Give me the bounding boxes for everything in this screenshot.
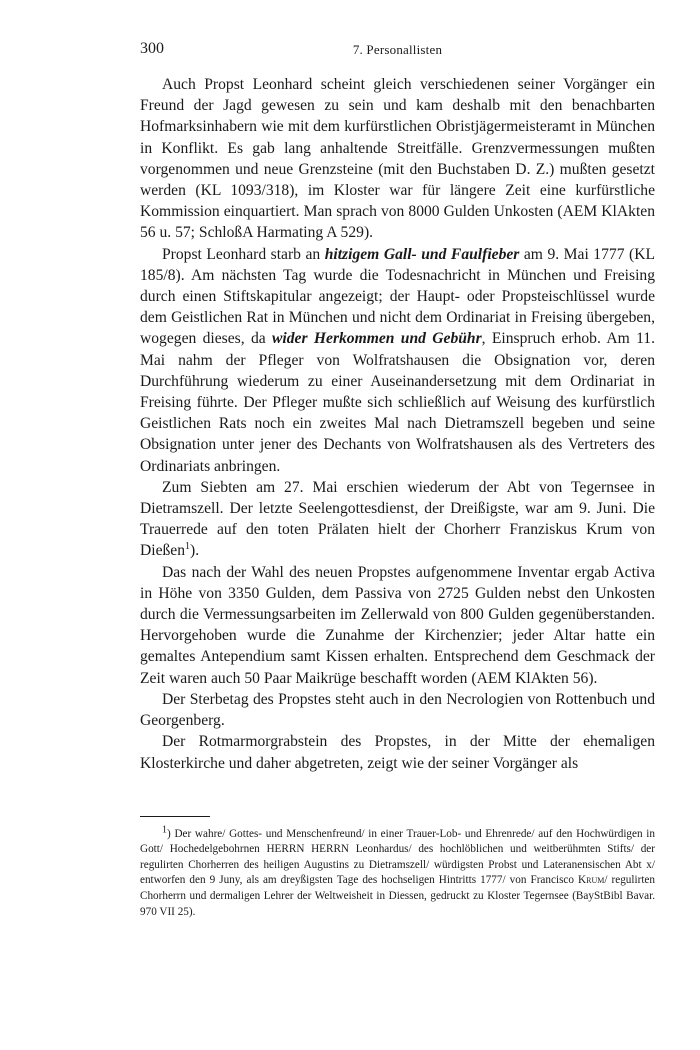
footnote-1 [140,823,655,921]
paragraph-2-part-a: Propst Leonhard starb an [162,245,325,263]
paragraph-2-part-e: , Einspruch erhob. Am 11. Mai nahm der Pfleger von Wolfratshausen die Obsignation vor, deren Durchführung wiederum zu einer Auseinandersetzung mit dem Ordinariat in Freising führte. Der Pfleger mußte sich schließlich auf Weisung des kurfürstlich Geistlichen Rats noch ein zweites Mal nach Dietramszell begeben und seine Obsignation unter jener des Dechants von Wolfratshausen als des Vertreters des Ordinariats anbringen. [140,330,655,475]
paragraph-6: Der Rotmarmorgrabstein des Propstes, in der Mitte der ehemaligen Klosterkirche und daher abgetreten, zeigt wie der seiner Vorgänger als [140,733,655,772]
paragraph-5: Der Sterbetag des Propstes steht auch in den Necrologien von Rottenbuch und Georgenberg. [140,690,655,730]
footnote-divider [140,816,210,817]
footnote-author-name: Krum [578,874,605,887]
footnote-reference: 1 [185,541,191,553]
paragraph-4: Das nach der Wahl des neuen Propstes aufgenommene Inventar ergab Activa in Höhe von 3350 Gulden, dem Passiva von 2725 Gulden nebst den Unkosten durch die Vermessungsarbeiten im Zellerwald von 800 Gulden gegenüberstanden. Hervorgehoben wurde die Zunahme der Kirchenzier; jeder Altar hatte ein gemaltes Antependium samt Kissen erhalten. Entsprechend dem Geschmack der Zeit waren auch 50 Paar Maikrüge beschafft worden (AEM KlAkten 56). [140,563,655,687]
paragraph-3-text: Zum Siebten am 27. Mai erschien wiederum der Abt von Tegernsee in Dietramszell. Der letzte Seelengottesdienst, der Dreißigste, war am 9. Juni. Die Trauerrede auf den toten Prälaten hielt der Chorherr Franziskus Krum von Dießen [140,478,655,560]
chapter-title: 7. Personallisten [352,42,443,57]
footnote-marker: 1 [162,823,167,835]
page-number: 300 [140,40,164,57]
paragraph-3-close: ). [190,542,200,560]
paragraph-1: Auch Propst Leonhard scheint gleich verschiedenen seiner Vorgänger ein Freund der Jagd gewesen zu sein und kam deshalb mit den benachbarten Hofmarksinhabern wie mit dem kurfürstlichen Obristjägermeisteramt in München in Konflikt. Es gab lang anhaltende Streitfälle. Grenzvermessungen mußten vorgenommen und neue Grenzsteine (mit den Buchstaben D. Z.) mußten gesetzt werden (KL 1093/318), im Kloster war für längere Zeit eine kurfürstliche Kommission einquartiert. Man sprach von 8000 Gulden Unkosten (AEM KlAkten 56 u. 57; SchloßA Harmating A 529). [140,76,655,242]
footnotes [140,823,655,921]
running-header [140,40,655,64]
emphasis-custom: wider Herkommen und Gebühr [272,330,482,348]
paragraph-3 [140,477,655,562]
emphasis-fever: hitzigem Gall- und Faulfieber [324,245,520,263]
body-text [140,74,655,774]
footnote-1-part-c: / regulirten Chorherrn und dermaligen Lehrer der Weltweisheit in Diessen, gedruckt zu Kloster Tegernsee (BayStBibl Bavar. 970 VII 25). [140,874,655,918]
footnote-1-part-a: ) Der wahre/ Gottes- und Menschenfreund/ in einer Trauer-Lob- und Ehrenrede/ auf den Hochwürdigen in Gott/ Hochedelgebohrnen HERRN HERRN Leonhardus/ des hochlöblichen und weitberühmten Stifts/ der regulirten Chorherren des heiligen Augustins zu Dietramszell/ würdigsten Probst und Lateranensischen Abt x/ entworfen den 9 Juny, als am dreyßigsten Tage des hochseligen Hintritts 1777/ von Francisco [140,827,655,887]
paragraph-2 [140,244,655,477]
paragraph-2-part-c: am 9. Mai 1777 (KL 185/8). Am nächsten Tag wurde die Todesnachricht in München und Freising durch einen Stiftskapitular angezeigt; der Haupt- oder Propsteischlüssel wurde dem Geistlichen Rat in München und nicht dem Ordinariat in Freising übergeben, wogegen dieses, da [140,245,655,348]
document-page [140,40,655,920]
